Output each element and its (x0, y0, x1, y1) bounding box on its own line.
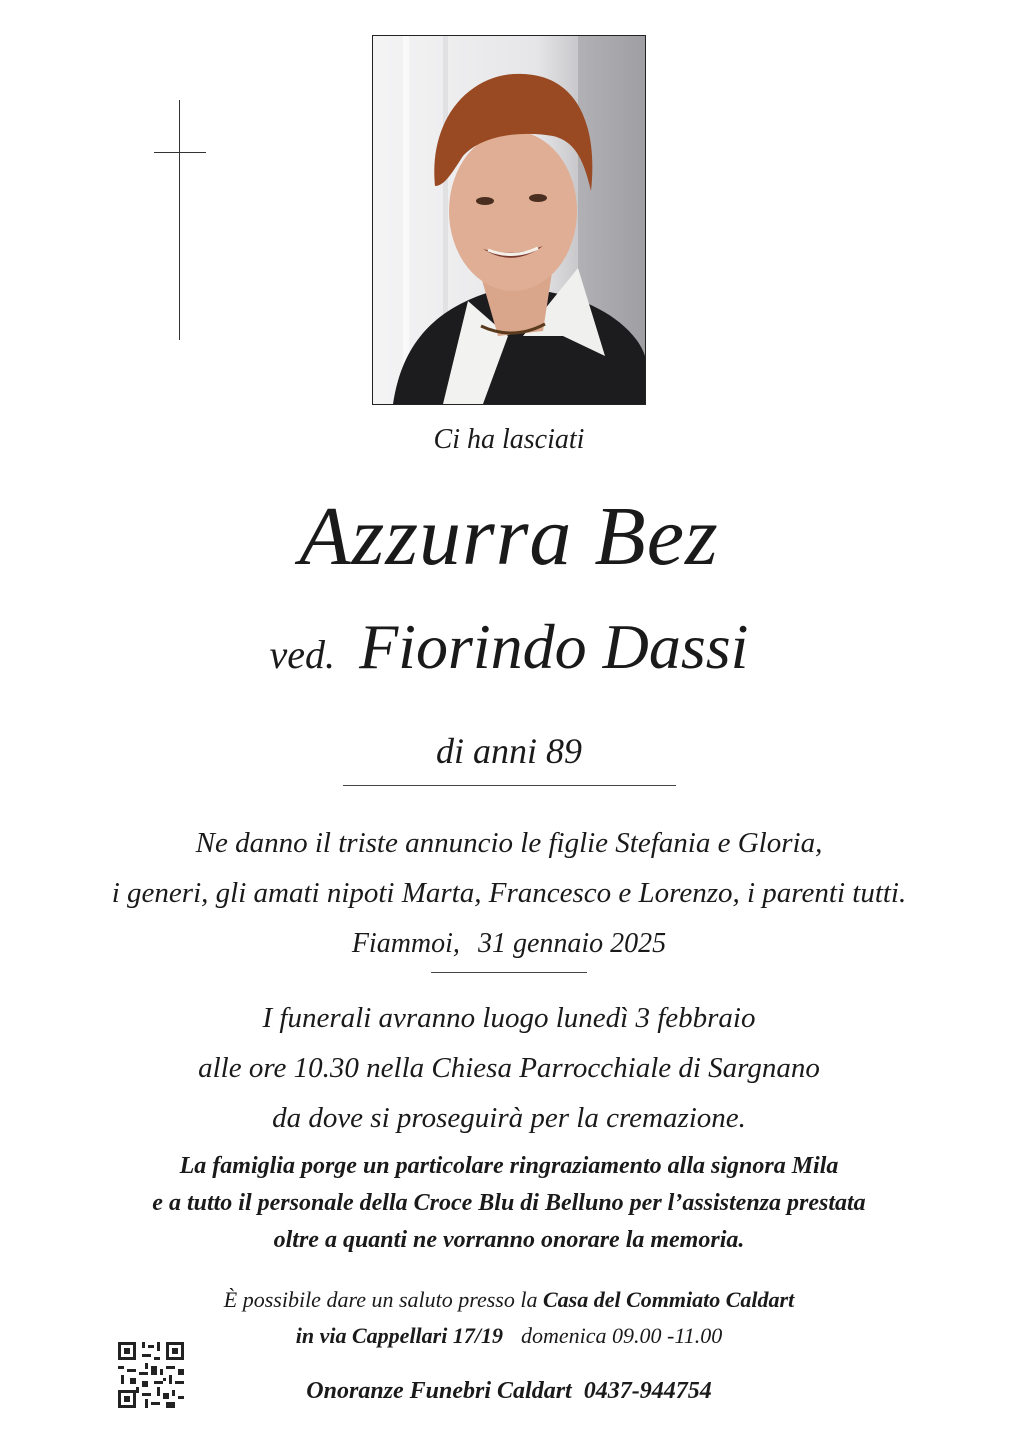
cross-icon-bar (154, 152, 206, 153)
place-date (0, 928, 1018, 960)
funeral-info (0, 993, 1018, 1143)
widow-prefix: ved. (269, 632, 336, 677)
thanks-note (0, 1148, 1018, 1259)
announcement-line: Ne danno il triste annuncio le figlie Stefania e Gloria, (195, 827, 823, 859)
announcement (0, 818, 1018, 918)
spouse-name: Fiorindo Dassi (359, 611, 749, 682)
visitation-place: Casa del Commiato Caldart (543, 1287, 795, 1312)
funeral-home (0, 1378, 1018, 1405)
funeral-line: da dove si proseguirà per la cremazione. (272, 1102, 746, 1134)
intro-text: Ci ha lasciati (433, 424, 585, 455)
portrait-photo (372, 35, 646, 405)
deceased-name: Azzurra Bez (299, 490, 719, 583)
funeral-home-phone: 0437-944754 (583, 1378, 712, 1404)
thanks-line: La famiglia porge un particolare ringraziamento alla signora Mila (179, 1153, 839, 1179)
thanks-line: e a tutto il personale della Croce Blu di Belluno per l’assistenza prestata (152, 1190, 866, 1216)
cross-icon (179, 100, 180, 340)
visitation-address: in via Cappellari 17/19 (295, 1323, 503, 1348)
divider (431, 972, 587, 973)
widow-line (0, 610, 1018, 684)
funeral-line: alle ore 10.30 nella Chiesa Parrocchiale di Sargnano (198, 1052, 820, 1084)
announcement-line: i generi, gli amati nipoti Marta, Francesco e Lorenzo, i parenti tutti. (111, 877, 907, 909)
age-text: di anni 89 (435, 731, 582, 771)
date: 31 gennaio 2025 (477, 928, 667, 959)
thanks-line: oltre a quanti ne vorranno onorare la memoria. (273, 1227, 745, 1253)
divider (343, 785, 676, 786)
funeral-home-name: Onoranze Funebri Caldart (306, 1378, 572, 1404)
place: Fiammoi, (351, 928, 460, 959)
visitation-hours: domenica 09.00 -11.00 (520, 1323, 723, 1348)
visitation-text: È possibile dare un saluto presso la (223, 1287, 538, 1312)
funeral-line: I funerali avranno luogo lunedì 3 febbraio (262, 1002, 756, 1034)
